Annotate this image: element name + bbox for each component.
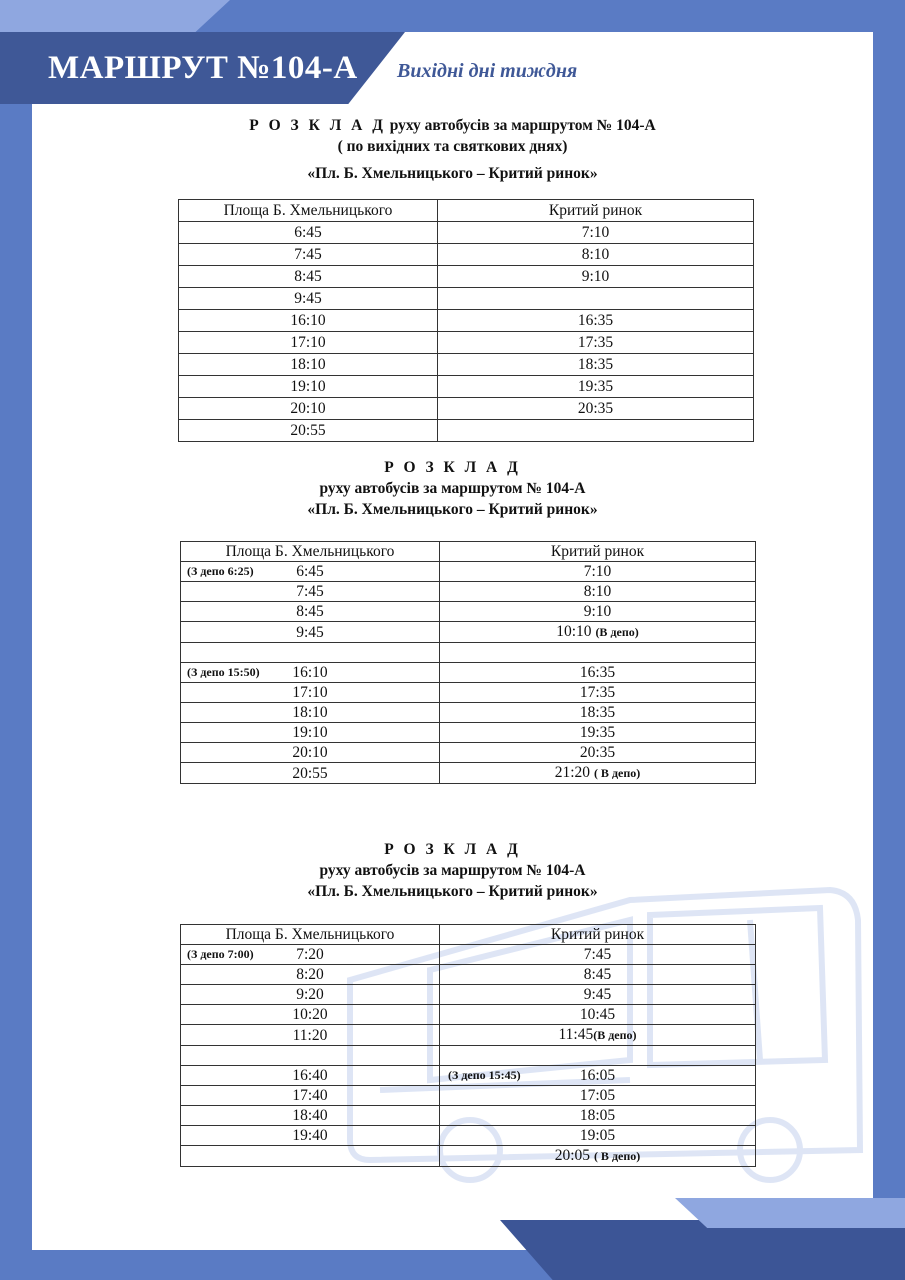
- departure-time: 9:45: [296, 623, 324, 641]
- arrival-time: 19:35: [579, 724, 616, 741]
- departure-time: 6:45: [296, 563, 324, 580]
- section3-heading-line1: Р О З К Л А Д: [384, 841, 521, 858]
- departure-time: 9:20: [296, 986, 324, 1003]
- column-header-1: Площа Б. Хмельницького: [181, 925, 440, 945]
- departure-time: 8:45: [179, 266, 438, 288]
- arrival-time: 17:35: [579, 684, 616, 701]
- section1-heading-spaced: Р О З К Л А Д: [249, 117, 386, 134]
- arrival-time: 20:05: [554, 1147, 591, 1164]
- section3-heading-line3: «Пл. Б. Хмельницького – Критий ринок»: [307, 883, 598, 900]
- table-row: [181, 723, 756, 743]
- column-header-2: Критий ринок: [440, 542, 756, 562]
- departure-time: 9:45: [179, 288, 438, 310]
- table-header-row: [181, 925, 756, 945]
- arrival-time: 17:35: [438, 332, 754, 354]
- departure-time: 8:20: [296, 966, 324, 983]
- departure-time: 17:10: [292, 684, 328, 701]
- arrival-time: 8:10: [438, 244, 754, 266]
- table-row: [181, 1126, 756, 1146]
- column-header-1: Площа Б. Хмельницького: [179, 200, 438, 222]
- depot-note: (З депо 7:00): [187, 947, 254, 961]
- depot-note: (З депо 6:25): [187, 564, 254, 578]
- arrival-time: 16:05: [579, 1067, 616, 1084]
- table-row: [179, 420, 754, 442]
- departure-time: 20:55: [292, 764, 328, 782]
- table-row: [179, 266, 754, 288]
- frame-accent-top: [0, 0, 230, 32]
- section1-heading: [0, 115, 905, 184]
- table-row: [179, 288, 754, 310]
- route-subtitle: Вихідні дні тиждня: [397, 60, 578, 82]
- route-title: МАРШРУТ №104-А: [48, 50, 358, 86]
- departure-time: 8:45: [296, 603, 324, 620]
- depot-note: ( В депо): [593, 1149, 641, 1163]
- table-row: [181, 1025, 756, 1046]
- frame-left: [0, 0, 32, 1280]
- section1-heading-rest: руху автобусів за маршрутом № 104-А: [385, 117, 656, 134]
- departure-time: 19:10: [292, 724, 328, 741]
- table-row: [179, 310, 754, 332]
- arrival-time: 18:35: [438, 354, 754, 376]
- departure-time: 16:40: [292, 1067, 328, 1084]
- table-row: [179, 244, 754, 266]
- arrival-time: 8:45: [583, 966, 612, 983]
- arrival-time: 7:10: [438, 222, 754, 244]
- table-header-row: [181, 542, 756, 562]
- arrival-time: 9:10: [438, 266, 754, 288]
- departure-time: 16:10: [179, 310, 438, 332]
- table-row: [181, 1066, 756, 1086]
- depot-note: (З депо 15:45): [448, 1068, 521, 1082]
- table-row: [181, 945, 756, 965]
- section2-heading: [0, 457, 905, 520]
- table-row: [179, 376, 754, 398]
- arrival-time: 11:45: [558, 1026, 594, 1043]
- arrival-time: 10:10: [556, 623, 592, 640]
- table-row: [181, 643, 756, 663]
- departure-time: 17:10: [179, 332, 438, 354]
- arrival-time: 9:10: [583, 603, 612, 620]
- departure-time: 18:10: [292, 704, 328, 721]
- column-header-2: Критий ринок: [438, 200, 754, 222]
- table-row: [181, 602, 756, 622]
- departure-time: 20:10: [292, 744, 328, 761]
- arrival-time: 9:45: [583, 986, 612, 1003]
- table-row: [181, 622, 756, 643]
- table-row: [181, 1106, 756, 1126]
- arrival-time: 18:05: [579, 1107, 616, 1124]
- arrival-time: 7:10: [583, 563, 612, 580]
- arrival-time: 20:35: [579, 744, 616, 761]
- table-row: [181, 582, 756, 602]
- departure-time: 7:45: [179, 244, 438, 266]
- table-row: [181, 763, 756, 784]
- departure-time: 18:40: [292, 1107, 328, 1124]
- section1-heading-line2: ( по вихідних та святкових днях): [337, 138, 568, 155]
- frame-accent-bottom-dark: [500, 1220, 905, 1280]
- depot-note: (З депо 15:50): [187, 665, 260, 679]
- arrival-time: [438, 288, 754, 310]
- arrival-time: 19:05: [579, 1127, 616, 1144]
- section1-heading-line3: «Пл. Б. Хмельницького – Критий ринок»: [307, 165, 598, 182]
- departure-time: 7:20: [296, 946, 324, 963]
- table-row: [181, 703, 756, 723]
- table-header-row: [179, 200, 754, 222]
- section3-heading-line2: руху автобусів за маршрутом № 104-А: [319, 862, 586, 879]
- section3-heading: [0, 839, 905, 902]
- arrival-time: 19:35: [438, 376, 754, 398]
- arrival-time: 8:10: [583, 583, 612, 600]
- frame-accent-bottom-light: [675, 1198, 905, 1228]
- arrival-time: [438, 420, 754, 442]
- table-row: [181, 1046, 756, 1066]
- table-row: [181, 683, 756, 703]
- departure-time: 6:45: [179, 222, 438, 244]
- depot-note: (В депо): [595, 625, 639, 639]
- departure-time: 20:55: [179, 420, 438, 442]
- arrival-time: 10:45: [579, 1006, 616, 1023]
- table-row: [179, 354, 754, 376]
- departure-time: 19:40: [292, 1127, 328, 1144]
- arrival-time: 21:20: [554, 764, 591, 781]
- departure-time: 16:10: [292, 664, 328, 681]
- departure-time: 11:20: [292, 1026, 328, 1044]
- departure-time: 7:45: [296, 583, 324, 600]
- table-row: [181, 965, 756, 985]
- departure-time: 17:40: [292, 1087, 328, 1104]
- section2-heading-line1: Р О З К Л А Д: [384, 459, 521, 476]
- column-header-2: Критий ринок: [440, 925, 756, 945]
- table-row: [179, 222, 754, 244]
- schedule-table-2: [180, 541, 756, 784]
- arrival-time: 7:45: [583, 946, 612, 963]
- depot-note: (В депо): [593, 1028, 637, 1042]
- departure-time: 10:20: [292, 1006, 328, 1023]
- arrival-time: 16:35: [579, 664, 616, 681]
- table-row: [179, 332, 754, 354]
- column-header-1: Площа Б. Хмельницького: [181, 542, 440, 562]
- section2-heading-line2: руху автобусів за маршрутом № 104-А: [319, 480, 586, 497]
- arrival-time: 18:35: [579, 704, 616, 721]
- table-row: [181, 743, 756, 763]
- departure-time: 20:10: [179, 398, 438, 420]
- table-row: [181, 562, 756, 582]
- table-row: [181, 663, 756, 683]
- arrival-time: 16:35: [438, 310, 754, 332]
- schedule-table-1: [178, 199, 754, 442]
- table-row: [181, 985, 756, 1005]
- section2-heading-line3: «Пл. Б. Хмельницького – Критий ринок»: [307, 501, 598, 518]
- depot-note: ( В депо): [593, 766, 641, 780]
- schedule-table-3: [180, 924, 756, 1167]
- arrival-time: 20:35: [438, 398, 754, 420]
- table-row: [181, 1005, 756, 1025]
- departure-time: 18:10: [179, 354, 438, 376]
- departure-time: 19:10: [179, 376, 438, 398]
- table-row: [181, 1146, 756, 1167]
- arrival-time: 17:05: [579, 1087, 616, 1104]
- table-row: [179, 398, 754, 420]
- table-row: [181, 1086, 756, 1106]
- frame-right: [873, 0, 905, 1280]
